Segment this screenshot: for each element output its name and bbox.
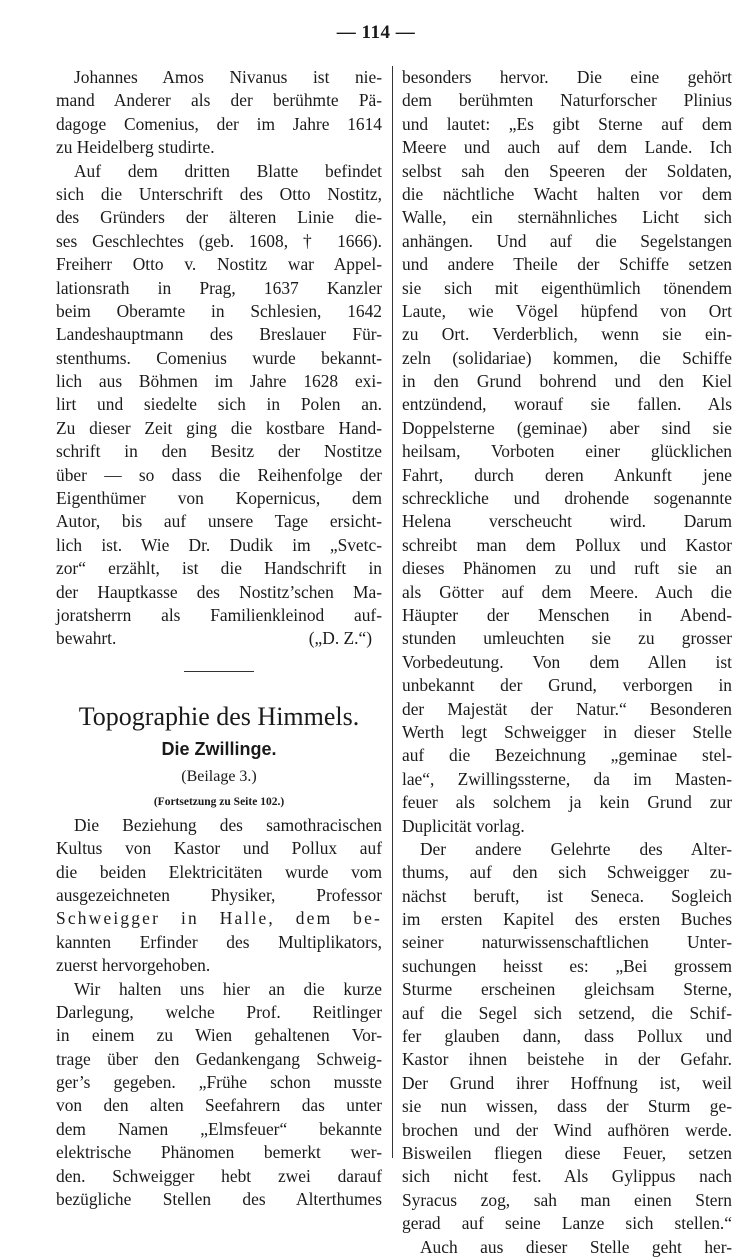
text-line: sie sich mit eigenthümlich tönendem xyxy=(402,277,732,298)
text-line: die beiden Elektricitäten wurde vom xyxy=(56,861,382,882)
text-line: ausgezeichneten Physiker, Professor xyxy=(56,884,382,905)
text-line: fer glauben dann, dass Pollux und xyxy=(402,1026,732,1047)
left-column xyxy=(56,66,382,1211)
text-line: Darlegung, welche Prof. Reitlinger xyxy=(56,1001,382,1022)
text-line: Duplicität vorlag. xyxy=(402,815,525,836)
text-line: Die Beziehung des samothracischen xyxy=(74,814,382,835)
text-line: seiner naturwissenschaftlichen Unter- xyxy=(402,932,732,953)
text-line: Kultus von Kastor und Pollux auf xyxy=(56,838,382,859)
text-line: und lautet: „Es gibt Sterne auf dem xyxy=(402,113,732,134)
text-line: Fahrt, durch deren Ankunft jene xyxy=(402,464,732,485)
text-line: in den Grund bohrend und den Kiel xyxy=(402,371,732,392)
text-line: trage über den Gedankengang Schweig- xyxy=(56,1048,382,1069)
continuation-note: (Fortsetzung zu Seite 102.) xyxy=(153,795,285,808)
text-line: und andere Theile der Schiffe setzen xyxy=(402,254,732,275)
text-line: Walle, ein sternähnliches Licht sich xyxy=(402,207,732,228)
signature-line-text: bewahrt. xyxy=(56,628,117,649)
text-line: selbst sah den Speeren der Soldaten, xyxy=(402,160,732,181)
text-line: lich ist. Wie Dr. Dudik im „Svetc- xyxy=(56,534,382,555)
text-line: Auch aus dieser Stelle geht her- xyxy=(420,1236,732,1257)
text-line: der Hauptkasse des Nostitz’schen Ma- xyxy=(56,581,382,602)
text-line: Johannes Amos Nivanus ist nie- xyxy=(74,67,382,87)
text-line: den. Schweigger hebt zwei darauf xyxy=(56,1165,382,1186)
text-line: brochen und der Wind aufhören werde. xyxy=(402,1119,732,1140)
text-line: als Götter auf dem Meere. Auch die xyxy=(402,581,732,602)
column-divider xyxy=(392,66,393,1158)
text-line: Freiherr Otto v. Nostitz war Appel- xyxy=(56,254,382,275)
text-line: ger’s gegeben. „Frühe schon musste xyxy=(56,1072,382,1093)
text-line: Schweigger in Halle, dem be- xyxy=(56,908,382,929)
text-line: lationsrath in Prag, 1637 Kanzler xyxy=(56,277,382,298)
text-line: Helena verscheucht wird. Darum xyxy=(402,511,732,532)
beilage-note: (Beilage 3.) xyxy=(181,767,257,785)
text-line: Laute, wie Vögel hüpfend von Ort xyxy=(402,300,732,321)
text-line: von den alten Seefahrern das unter xyxy=(56,1095,382,1116)
text-line: des Gründers der älteren Linie die- xyxy=(56,207,382,228)
text-line: im ersten Kapitel des ersten Buches xyxy=(402,909,732,930)
text-line: stenthums. Comenius wurde bekannt- xyxy=(56,347,382,368)
text-line: zu Ort. Verderblich, wenn sie ein- xyxy=(402,324,732,345)
text-line: dem berühmten Naturforscher Plinius xyxy=(402,90,732,111)
section-subheading: Die Zwillinge. xyxy=(161,738,277,759)
text-line: sie nun wissen, dass der Sturm ge- xyxy=(402,1096,732,1117)
text-line: anhängen. Und auf die Segelstangen xyxy=(402,230,732,251)
text-line: dieses Phänomen zu und ruft sie an xyxy=(402,558,732,579)
signature-line xyxy=(56,627,382,650)
text-line: joratsherrn als Familienkleinod auf- xyxy=(56,604,382,625)
text-line: thums, auf den sich Schweigger zu- xyxy=(402,862,732,883)
text-line: schreibt man dem Pollux und Kastor xyxy=(402,534,732,555)
text-line: Autor, bis auf unsere Tage ersicht- xyxy=(56,511,382,532)
left-column-article-text xyxy=(56,66,382,627)
text-line: lae“, Zwillingssterne, da im Masten- xyxy=(402,768,732,789)
author-signature: („D. Z.“) xyxy=(308,628,372,649)
text-line: entzündend, worauf sie fallen. Als xyxy=(402,394,732,415)
text-line: lich aus Böhmen im Jahre 1628 exi- xyxy=(56,371,382,392)
text-line: schreckliche und drohende sogenannte xyxy=(402,488,732,509)
text-line: heilsam, Vorboten einer glücklichen xyxy=(402,441,732,462)
right-column xyxy=(402,66,732,1259)
text-line: Der andere Gelehrte des Alter- xyxy=(420,838,732,859)
text-line: Sturme erscheinen gleichsam Sterne, xyxy=(402,979,732,1000)
text-line: zuerst hervorgehoben. xyxy=(56,955,211,976)
text-line: besonders hervor. Die eine gehört xyxy=(402,67,732,87)
text-line: auf die Segel sich setzend, die Schif- xyxy=(402,1002,732,1023)
text-line: Syracus zog, sah man einen Stern xyxy=(402,1189,732,1210)
text-line: Doppelsterne (geminae) aber sind sie xyxy=(402,417,732,438)
text-line: Auf dem dritten Blatte befindet xyxy=(74,160,382,181)
text-line: elektrische Phänomen bemerkt wer- xyxy=(56,1142,382,1163)
text-line: Werth legt Schweigger in dieser Stelle xyxy=(402,721,732,742)
text-line: zu Heidelberg studirte. xyxy=(56,137,215,158)
text-line: mand Anderer als der berühmte Pä- xyxy=(56,90,382,111)
text-line: unbekannt der Grund, verborgen in xyxy=(402,675,732,696)
text-line: Vorbedeutung. Von dem Allen ist xyxy=(402,651,732,672)
text-line: ses Geschlechtes (geb. 1608, † 1666). xyxy=(56,230,382,251)
text-line: stunden umleuchten sie zu grosser xyxy=(402,628,732,649)
text-line: die nächtliche Wacht halten vor dem xyxy=(402,183,732,204)
section-divider xyxy=(184,671,254,672)
text-line: sich die Unterschrift des Otto Nostitz, xyxy=(56,183,382,204)
text-line: Wir halten uns hier an die kurze xyxy=(74,978,382,999)
text-line: Eigenthümer von Kopernicus, dem xyxy=(56,488,382,509)
text-line: der Majestät der Natur.“ Besonderen xyxy=(402,698,732,719)
text-line: auf die Bezeichnung „geminae stel- xyxy=(402,745,732,766)
page-number: — 114 — xyxy=(336,22,416,43)
text-line: lirt und siedelte sich in Polen an. xyxy=(56,394,382,415)
right-column-text xyxy=(402,66,732,1259)
text-line: dem Namen „Elmsfeuer“ bekannte xyxy=(56,1118,382,1139)
text-line: über — so dass die Reihenfolge der xyxy=(56,464,382,485)
text-line: zeln (solidariae) kommen, die Schiffe xyxy=(402,347,732,368)
text-line: sich nicht fest. Als Gylippus nach xyxy=(402,1166,732,1187)
text-line: Bisweilen fliegen diese Feuer, setzen xyxy=(402,1142,732,1163)
text-line: Kastor ihnen beistehe in der Gefahr. xyxy=(402,1049,732,1070)
text-line: Der Grund ihrer Hoffnung ist, weil xyxy=(402,1072,732,1093)
text-line: dagoge Comenius, der im Jahre 1614 xyxy=(56,113,382,134)
text-line: schrift in den Besitz der Nostitze xyxy=(56,441,382,462)
text-line: Zu dieser Zeit ging die kostbare Hand- xyxy=(56,417,382,438)
section-heading: Topographie des Himmels. xyxy=(78,701,360,731)
text-line: feuer als solchem ja kein Grund zur xyxy=(402,792,732,813)
text-line: Landeshauptmann des Breslauer Für- xyxy=(56,324,382,345)
text-line: beim Oberamte in Schlesien, 1642 xyxy=(56,300,382,321)
text-line: kannten Erfinder des Multiplikators, xyxy=(56,931,382,952)
text-line: suchungen heisst es: „Bei grossem xyxy=(402,955,732,976)
text-line: gerad auf seine Lanze sich stellen.“ xyxy=(402,1213,732,1234)
text-line: nächst beruft, ist Seneca. Sogleich xyxy=(402,885,732,906)
text-line: zor“ erzählt, ist die Handschrift in xyxy=(56,558,382,579)
text-line: Häupter der Menschen in Abend- xyxy=(402,604,732,625)
text-line: bezügliche Stellen des Alterthumes xyxy=(56,1189,382,1210)
left-column-section-text xyxy=(56,814,382,1212)
text-line: Meere und auch auf dem Lande. Ich xyxy=(402,137,732,158)
text-line: in einem zu Wien gehaltenen Vor- xyxy=(56,1025,382,1046)
